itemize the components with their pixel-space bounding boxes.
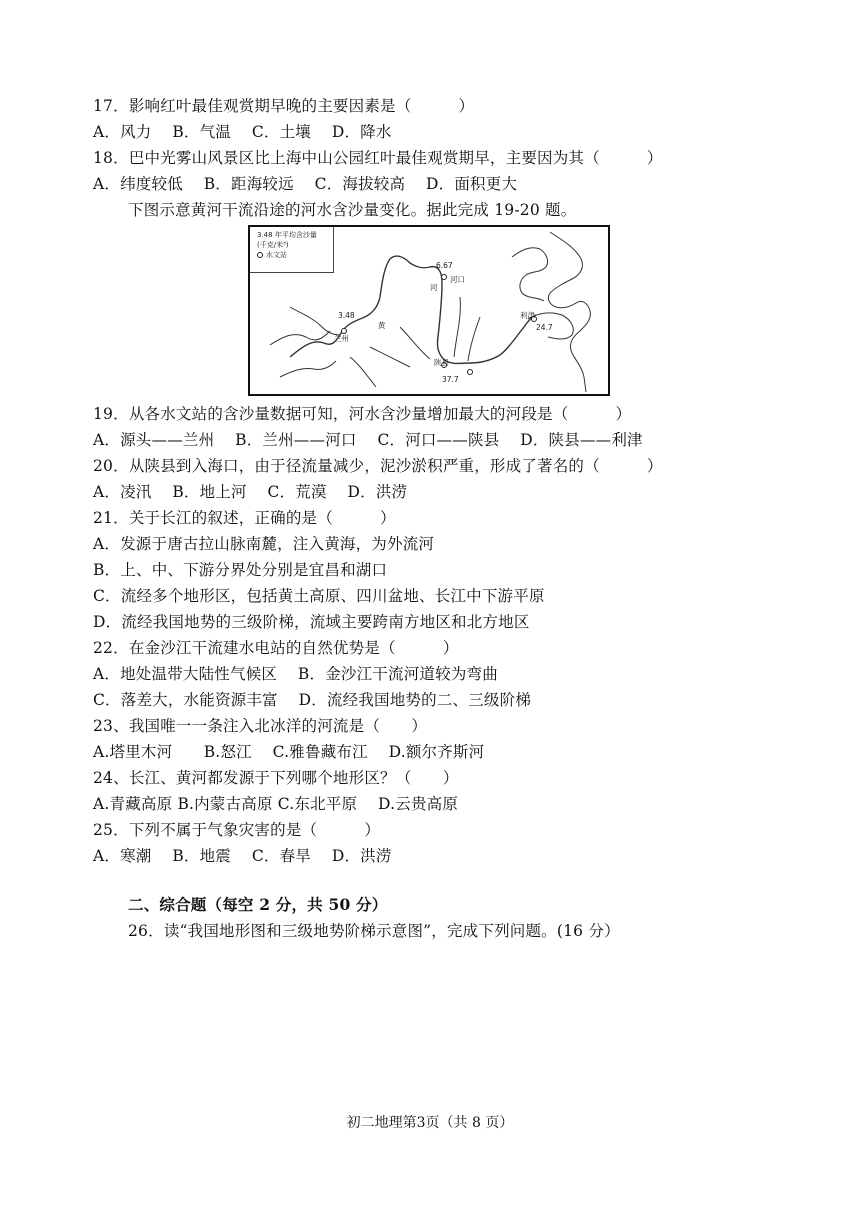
q20-stem: 20．从陕县到入海口，由于径流量减少，泥沙淤积严重，形成了著名的（ ） (93, 457, 663, 475)
q21-option-d: D．流经我国地势的三级阶梯，流域主要跨南方地区和北方地区 (93, 613, 530, 631)
q18-stem: 18．巴中光雾山风景区比上海中山公园红叶最佳观赏期早，主要因为其（ ） (93, 149, 663, 167)
label-lijin: 利津 (520, 311, 535, 320)
label-hekou: 河口 (450, 275, 465, 284)
legend-title: 年平均含沙量 (274, 231, 317, 239)
intro-19-20: 下图示意黄河干流沿途的河水含沙量变化。据此完成 19-20 题。 (128, 201, 577, 219)
q21-option-b: B．上、中、下游分界处分别是宜昌和湖口 (93, 561, 388, 579)
q18-options: A．纬度较低 B．距海较远 C．海拔较高 D．面积更大 (93, 175, 518, 193)
label-lanzhou: 兰州 (334, 334, 349, 343)
q22-options-cd: C．落差大，水能资源丰富 D．流经我国地势的二、三级阶梯 (93, 691, 532, 709)
q17-options: A．风力 B．气温 C．土壤 D．降水 (93, 123, 392, 141)
tributary-4 (454, 297, 460, 357)
tributary-2 (290, 307, 340, 335)
label-lijin-value: 24.7 (536, 323, 553, 332)
station-lanzhou (342, 329, 347, 334)
q19-stem: 19．从各水文站的含沙量数据可知，河水含沙量增加最大的河段是（ ） (93, 405, 632, 423)
tributary-6 (370, 347, 410, 367)
station-legend-icon (257, 252, 263, 258)
legend-station: 水文站 (266, 251, 287, 259)
q26-stem: 26．读“我国地形图和三级地势阶梯示意图”，完成下列问题。(16 分） (128, 922, 620, 940)
q19-options: A．源头——兰州 B．兰州——河口 C．河口——陕县 D．陕县——利津 (93, 431, 643, 449)
q17-stem: 17．影响红叶最佳观赏期早晚的主要因素是（ ） (93, 97, 475, 115)
bohai-peninsula (512, 248, 548, 301)
q22-stem: 22．在金沙江干流建水电站的自然优势是（ ） (93, 639, 459, 657)
map-legend (250, 227, 334, 273)
label-lanzhou-value: 3.48 (338, 311, 355, 320)
label-he: 河 (430, 283, 438, 292)
q25-stem: 25．下列不属于气象灾害的是（ ） (93, 821, 381, 839)
q22-options-ab: A．地处温带大陆性气候区 B．金沙江干流河道较为弯曲 (93, 665, 498, 683)
q25-options: A．寒潮 B．地震 C．春旱 D．洪涝 (93, 847, 392, 865)
label-shanxian-value: 37.7 (442, 375, 459, 384)
legend-value: 3.48 (257, 231, 273, 239)
station-hekou (442, 275, 447, 280)
page-footer: 初二地理第3页（共 8 页） (346, 1115, 514, 1131)
q23-stem: 23、我国唯一一条注入北冰洋的河流是（ ） (93, 717, 428, 735)
q21-stem: 21．关于长江的叙述，正确的是（ ） (93, 509, 396, 527)
coastline (548, 232, 590, 392)
q23-options: A.塔里木河 B.怒江 C.雅鲁藏布江 D.额尔齐斯河 (93, 743, 485, 761)
q21-option-c: C．流经多个地形区，包括黄土高原、四川盆地、长江中下游平原 (93, 587, 545, 605)
tributary-7 (280, 361, 336, 377)
station-extra (468, 370, 473, 375)
label-huang: 黄 (378, 321, 386, 330)
legend-unit: (千克/米³) (257, 241, 289, 249)
section2-heading: 二、综合题（每空 2 分，共 50 分） (128, 895, 388, 914)
q21-option-a: A．发源于唐古拉山脉南麓，注入黄海，为外流河 (93, 535, 435, 553)
tributary-5 (468, 317, 480, 361)
tributary-8 (350, 357, 376, 387)
q20-options: A．凌汛 B．地上河 C．荒漠 D．洪涝 (93, 483, 408, 501)
q24-options: A.青藏高原 B.内蒙古高原 C.东北平原 D.云贵高原 (93, 795, 459, 813)
tributary-3 (400, 327, 430, 359)
q24-stem: 24、长江、黄河都发源于下列哪个地形区？（ ） (93, 769, 459, 787)
yellow-river-sediment-map (248, 225, 610, 396)
label-shanxian: 陕县 (434, 358, 449, 367)
label-hekou-value: 6.67 (436, 261, 453, 270)
